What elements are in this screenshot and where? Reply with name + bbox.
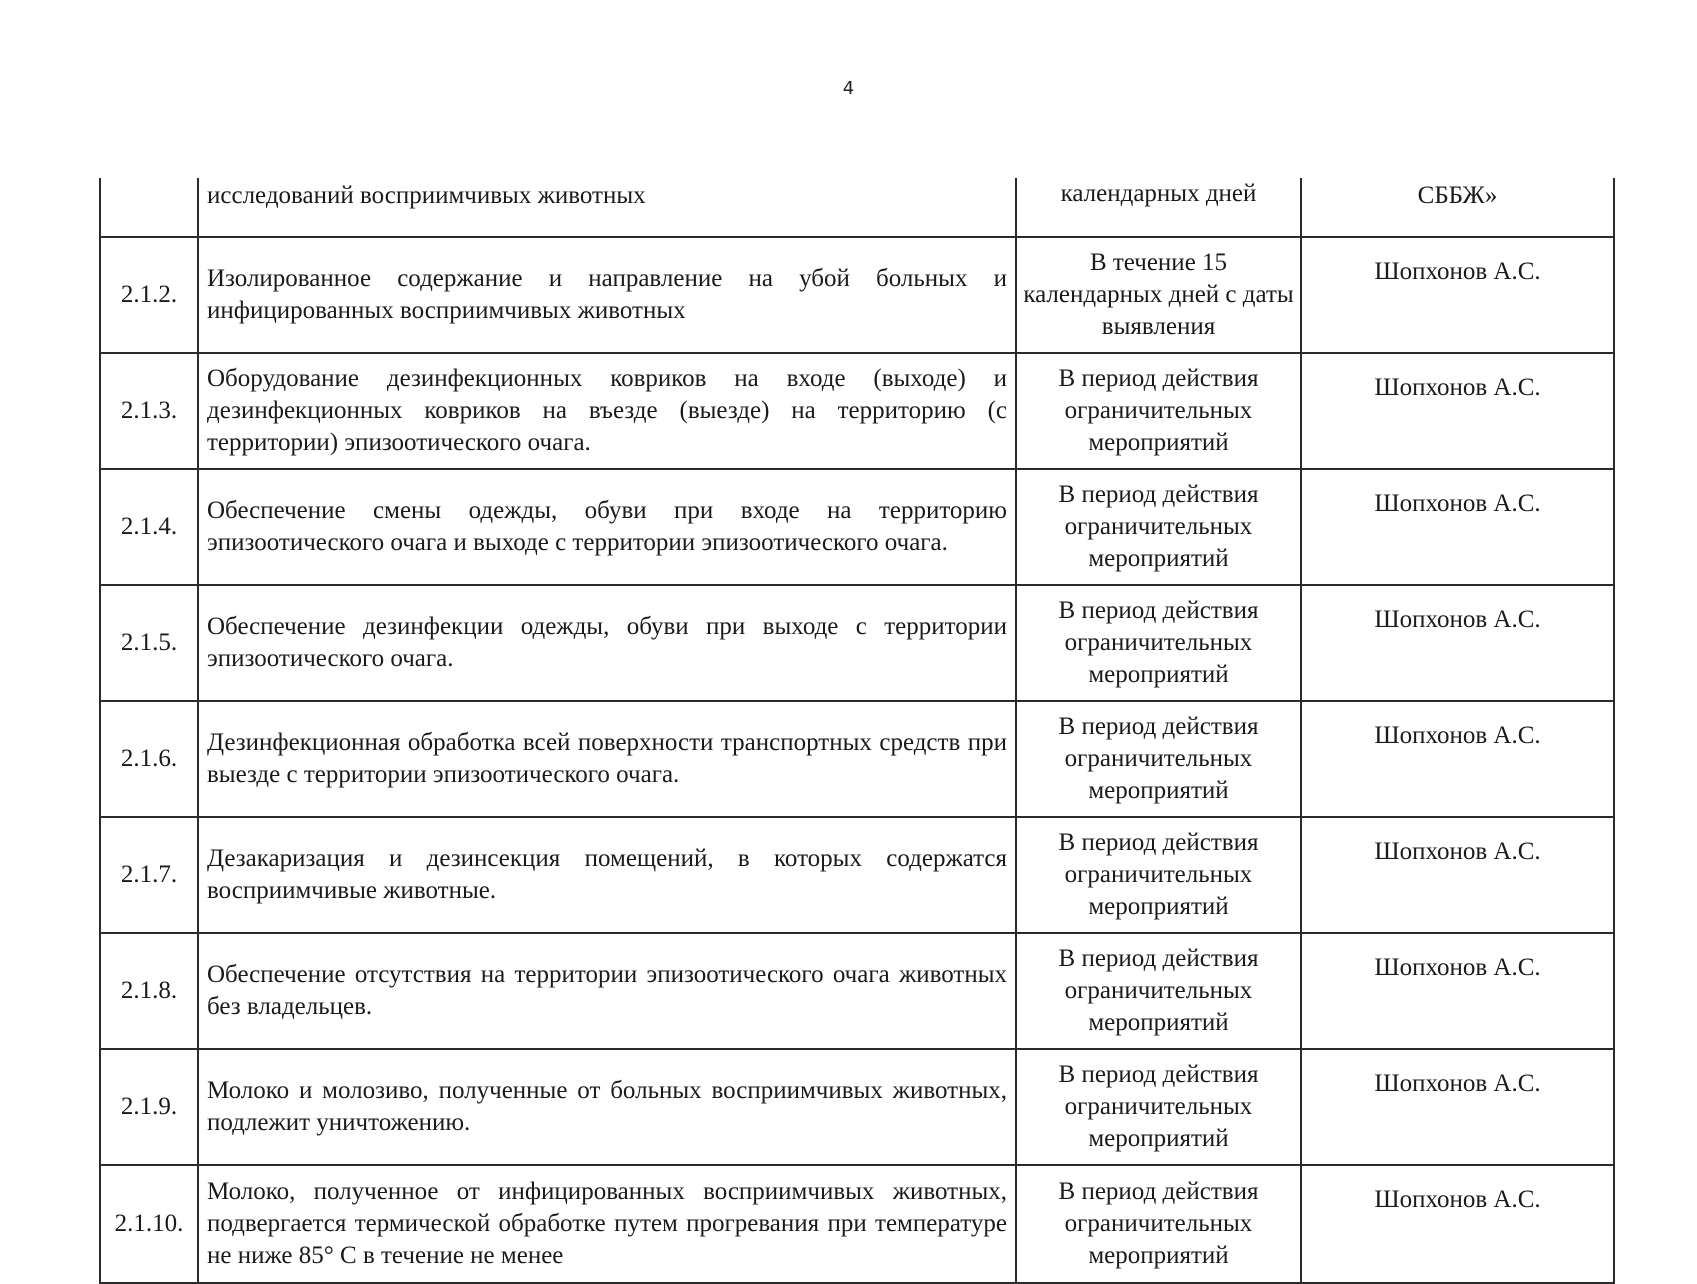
cell-term: В период действия ограничительных мероприятий xyxy=(1016,701,1301,817)
cell-responsible: Шопхонов А.С. xyxy=(1301,701,1614,817)
cell-term: В период действия ограничительных мероприятий xyxy=(1016,469,1301,585)
cell-action: исследований восприимчивых животных xyxy=(198,178,1016,237)
table-row xyxy=(100,353,1614,469)
table-row xyxy=(100,933,1614,1049)
cell-term: В течение 15 календарных дней с даты выявления xyxy=(1016,237,1301,353)
cell-action: Молоко и молозиво, полученные от больных восприимчивых животных, подлежит уничтожению. xyxy=(198,1049,1016,1165)
page-number: 4 xyxy=(842,78,855,99)
cell-number: 2.1.8. xyxy=(100,933,198,1049)
cell-term: В период действия ограничительных мероприятий xyxy=(1016,1165,1301,1283)
cell-responsible: Шопхонов А.С. xyxy=(1301,585,1614,701)
cell-number: 2.1.5. xyxy=(100,585,198,701)
cell-responsible: Шопхонов А.С. xyxy=(1301,237,1614,353)
table-row xyxy=(100,585,1614,701)
cell-action: Дезакаризация и дезинсекция помещений, в которых содержатся восприимчивые животные. xyxy=(198,817,1016,933)
table-row xyxy=(100,237,1614,353)
cell-responsible: Шопхонов А.С. xyxy=(1301,817,1614,933)
cell-term: В период действия ограничительных мероприятий xyxy=(1016,353,1301,469)
cell-action: Обеспечение дезинфекции одежды, обуви при выходе с территории эпизоотического очага. xyxy=(198,585,1016,701)
cell-number: 2.1.6. xyxy=(100,701,198,817)
table-row xyxy=(100,701,1614,817)
cell-number: 2.1.9. xyxy=(100,1049,198,1165)
cell-term: В период действия ограничительных мероприятий xyxy=(1016,585,1301,701)
cell-responsible: СББЖ» xyxy=(1301,178,1614,237)
cell-action: Обеспечение отсутствия на территории эпизоотического очага животных без владельцев. xyxy=(198,933,1016,1049)
cell-action: Обеспечение смены одежды, обуви при входе на территорию эпизоотического очага и выходе с территории эпизоотического очага. xyxy=(198,469,1016,585)
cell-number: 2.1.2. xyxy=(100,237,198,353)
measures-table xyxy=(99,178,1615,1284)
cell-action: Молоко, полученное от инфицированных восприимчивых животных, подвергается термической обработке путем прогревания при температуре не ниже 85° С в течение не менее xyxy=(198,1165,1016,1283)
cell-action: Оборудование дезинфекционных ковриков на входе (выходе) и дезинфекционных ковриков на въезде (выезде) на территорию (с территории) эпизоотического очага. xyxy=(198,353,1016,469)
cell-responsible: Шопхонов А.С. xyxy=(1301,933,1614,1049)
table-row xyxy=(100,1165,1614,1283)
cell-term: В период действия ограничительных мероприятий xyxy=(1016,1049,1301,1165)
cell-responsible: Шопхонов А.С. xyxy=(1301,469,1614,585)
table-row xyxy=(100,1049,1614,1165)
cell-number: 2.1.3. xyxy=(100,353,198,469)
cell-number: 2.1.4. xyxy=(100,469,198,585)
cell-term: В период действия ограничительных мероприятий xyxy=(1016,817,1301,933)
cell-term: В период действия ограничительных мероприятий xyxy=(1016,933,1301,1049)
cell-action: Изолированное содержание и направление на убой больных и инфицированных восприимчивых животных xyxy=(198,237,1016,353)
cell-responsible: Шопхонов А.С. xyxy=(1301,1049,1614,1165)
table-row xyxy=(100,469,1614,585)
cell-number xyxy=(100,178,198,237)
cell-action: Дезинфекционная обработка всей поверхности транспортных средств при выезде с территории эпизоотического очага. xyxy=(198,701,1016,817)
table-row xyxy=(100,817,1614,933)
cell-term: календарных дней xyxy=(1016,178,1301,237)
cell-responsible: Шопхонов А.С. xyxy=(1301,353,1614,469)
table-row-continuation xyxy=(100,178,1614,237)
cell-responsible: Шопхонов А.С. xyxy=(1301,1165,1614,1283)
cell-number: 2.1.10. xyxy=(100,1165,198,1283)
cell-number: 2.1.7. xyxy=(100,817,198,933)
